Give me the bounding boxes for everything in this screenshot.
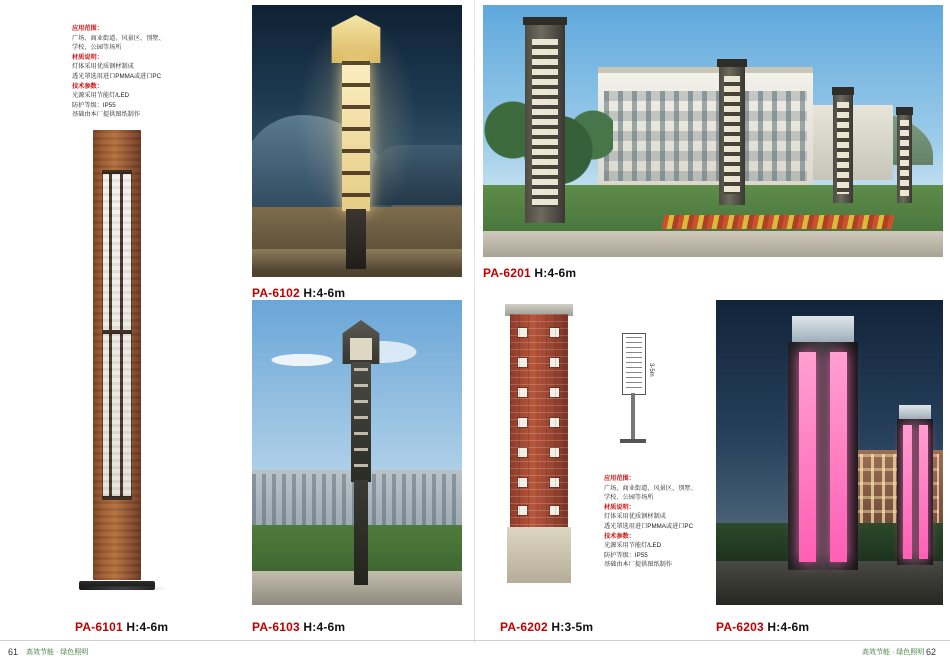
lamp-mullion-right-6101 <box>120 170 123 500</box>
lamp-fixture-6102 <box>327 15 385 260</box>
spec-right-heading-3: 技术参数： <box>604 532 635 540</box>
height-pa-6202: H:3-5m <box>551 620 594 634</box>
spec-block-right <box>604 474 722 570</box>
caption-pa-6101 <box>75 620 168 634</box>
lamp-cap-3-6201 <box>832 87 854 95</box>
height-pa-6203: H:4-6m <box>767 620 810 634</box>
lamp-pole-6103 <box>354 480 368 585</box>
spec-left-line-1a: 广场、商业街道、风景区、别墅、 <box>72 34 165 42</box>
model-pa-6103: PA-6103 <box>252 620 300 634</box>
spec-right-heading-2: 材质说明： <box>604 503 635 511</box>
lamp-window-6202 <box>518 358 527 367</box>
lamp-cap-back-6203 <box>899 405 931 419</box>
spec-left-heading-1: 应用范围： <box>72 25 103 32</box>
footer-label-right: 高效节能 · 绿色照明 <box>862 649 925 656</box>
product-image-pa-6103 <box>252 300 462 605</box>
lamp-light-strip-right-6203 <box>830 352 847 562</box>
lamp-light-strip-back-right-6203 <box>919 425 928 559</box>
spec-left-line-1b: 学校、公园等场所 <box>72 44 122 52</box>
spec-left-heading-2: 材质说明： <box>72 53 103 61</box>
spec-left-heading-3: 技术参数： <box>72 82 103 90</box>
drawing-lamp-pole <box>631 393 635 439</box>
lamp-window-6202 <box>550 358 559 367</box>
spec-right-line-3c: 基础由本厂提供图纸制作 <box>604 561 673 569</box>
side-building-6201 <box>813 105 893 180</box>
lamp-shadow-6101 <box>75 585 171 590</box>
lamp-body-6102 <box>342 61 370 211</box>
lamp-rail-top-6101 <box>102 170 132 174</box>
height-pa-6101: H:4-6m <box>126 620 169 634</box>
lamp-window-6202 <box>550 328 559 337</box>
caption-pa-6203 <box>716 620 809 634</box>
page-spine-divider <box>474 0 475 643</box>
lamp-pole-6102 <box>346 209 366 269</box>
lamp-light-strip-back-left-6203 <box>903 425 912 559</box>
lamp-body-back-6203 <box>897 419 933 565</box>
spec-right-line-2b: 透光罩选用进口PMMA或进口PC <box>604 523 694 531</box>
lamp-cap-4-6201 <box>896 107 913 115</box>
lamp-fixture-front-6203 <box>782 316 864 571</box>
lamp-pedestal-6202 <box>507 527 571 583</box>
footer-rule <box>0 640 950 641</box>
lamp-light-strip-left-6203 <box>799 352 816 562</box>
spec-right-heading-1: 应用范围： <box>604 475 635 482</box>
page-number-right: 62 <box>926 647 937 657</box>
spec-right-line-3b: 防护等级：IP55 <box>604 551 648 559</box>
page-number-left: 61 <box>8 647 19 657</box>
lamp-louvre-3-6201 <box>837 102 850 194</box>
product-image-pa-6203 <box>716 300 943 605</box>
lamp-rail-bottom-6101 <box>102 496 132 500</box>
lamp-rail-mid-6101 <box>102 330 132 334</box>
main-building-6201 <box>598 67 813 191</box>
lamp-window-6202 <box>518 418 527 427</box>
lamp-head-6103 <box>338 320 384 364</box>
lamp-window-6202 <box>518 478 527 487</box>
flowerbed-6201 <box>662 215 895 229</box>
lamp-head-6102 <box>327 15 385 63</box>
lamp-fixture-6103 <box>338 320 384 575</box>
lamp-window-6202 <box>518 448 527 457</box>
caption-pa-6103 <box>252 620 345 634</box>
product-image-pa-6201 <box>483 5 943 257</box>
lamp-diffuser-6101 <box>102 170 132 500</box>
lamp-louvre-4-6201 <box>900 120 910 196</box>
lamp-window-6202 <box>550 388 559 397</box>
lamp-pillar-4-6201 <box>897 113 912 203</box>
lamp-pillar-2-6201 <box>719 65 745 205</box>
caption-pa-6102 <box>252 286 345 300</box>
lamp-cap-front-6203 <box>792 316 854 342</box>
lamp-louvre-2-6201 <box>724 76 741 194</box>
spec-left-line-2b: 透光罩选用进口PMMA或进口PC <box>72 73 162 81</box>
technical-drawing-6202 <box>612 333 656 448</box>
caption-pa-6202 <box>500 620 593 634</box>
model-pa-6202: PA-6202 <box>500 620 548 634</box>
lamp-window-6202 <box>550 478 559 487</box>
spec-left-line-2a: 灯体采用优质钢材制成 <box>72 63 134 71</box>
lamp-pillar-3-6201 <box>833 93 853 203</box>
lamp-cap-1-6201 <box>523 17 568 25</box>
lamp-cap-2-6201 <box>717 59 746 67</box>
lamp-window-6202 <box>518 388 527 397</box>
lamp-louvre-1-6201 <box>532 39 558 207</box>
model-pa-6201: PA-6201 <box>483 266 531 280</box>
product-image-pa-6102 <box>252 5 462 277</box>
lamp-column-6202 <box>510 314 568 529</box>
lamp-window-6202 <box>550 506 559 515</box>
lamp-window-6202 <box>550 448 559 457</box>
drawing-lamp-head <box>622 333 646 395</box>
product-image-pa-6101 <box>75 120 180 590</box>
model-pa-6101: PA-6101 <box>75 620 123 634</box>
lamp-body-6103 <box>351 362 371 482</box>
pavement-6201 <box>483 231 943 257</box>
model-pa-6203: PA-6203 <box>716 620 764 634</box>
drawing-lamp-base <box>620 439 646 443</box>
spec-right-line-2a: 灯体采用优质钢材制成 <box>604 513 666 521</box>
lamp-head-glass-6103 <box>350 338 372 359</box>
lamp-mullion-left-6101 <box>109 170 112 500</box>
lamp-fixture-back-6203 <box>894 405 936 565</box>
model-pa-6102: PA-6102 <box>252 286 300 300</box>
lamp-window-6202 <box>518 506 527 515</box>
spec-left-line-3a: 光源采用节能灯/LED <box>72 92 130 100</box>
height-pa-6102: H:4-6m <box>303 286 346 300</box>
drawing-dimension-label: 3-5m <box>648 363 654 377</box>
caption-pa-6201 <box>483 266 576 280</box>
product-image-pa-6202 <box>487 300 592 590</box>
lamp-window-6202 <box>518 328 527 337</box>
height-pa-6103: H:4-6m <box>303 620 346 634</box>
spec-left-line-3c: 基础由本厂提供图纸制作 <box>72 111 141 119</box>
footer-label-left: 高效节能 · 绿色照明 <box>26 649 89 656</box>
spec-block-left <box>72 24 190 120</box>
spec-right-line-3a: 光源采用节能灯/LED <box>604 542 662 550</box>
lamp-body-front-6203 <box>788 342 858 570</box>
spec-right-line-1a: 广场、商业街道、风景区、别墅、 <box>604 484 697 492</box>
lamp-column-6101 <box>93 130 141 580</box>
height-pa-6201: H:4-6m <box>534 266 577 280</box>
spec-left-line-3b: 防护等级：IP55 <box>72 101 116 109</box>
spec-right-line-1b: 学校、公园等场所 <box>604 494 654 502</box>
lamp-pillar-1-6201 <box>525 23 565 223</box>
lamp-window-6202 <box>550 418 559 427</box>
